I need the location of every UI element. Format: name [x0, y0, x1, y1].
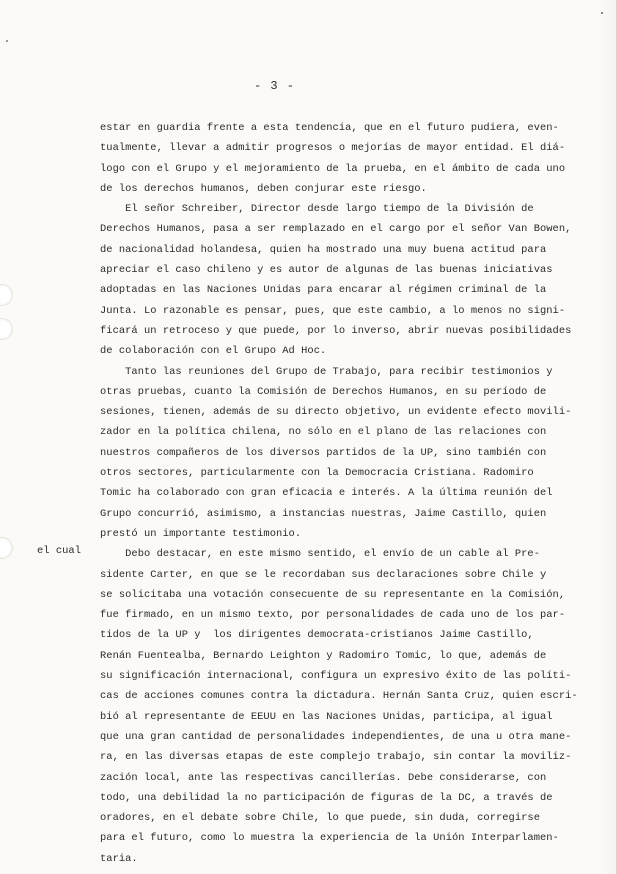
- text-line: otras pruebas, cuanto la Comisión de Derechos Humanos, en su período de: [100, 385, 547, 398]
- text-line: para el futuro, como lo muestra la experiencia de la Unión Interparlamen-: [100, 832, 559, 845]
- text-line: bió al representante de EEUU en las Naciones Unidas, participa, al igual: [100, 710, 553, 723]
- text-line: estar en guardia frente a esta tendencia, que en el futuro pudiera, even-: [100, 122, 559, 134]
- text-line: se solicitaba una votación consecuente de su representante en la Comisión,: [100, 588, 566, 601]
- text-line: sidente Carter, en que se le recordaban sus declaraciones sobre Chile y: [100, 568, 547, 581]
- text-line: Tomic ha colaborado con gran eficacia e interés. A la última reunión del: [100, 487, 553, 500]
- punch-hole: [0, 537, 13, 559]
- body-text: [100, 118, 580, 869]
- page-edge-shadow: [600, 0, 616, 874]
- text-line: fue firmado, en un mismo texto, por personalidades de cada uno de los par-: [100, 609, 566, 622]
- text-line: que una gran cantidad de personalidades independientes, de una u otra mane-: [100, 730, 572, 743]
- text-line: ra, en las diversas etapas de este complejo trabajo, sin contar la moviliz-: [100, 751, 572, 764]
- text-line: taria.: [100, 852, 138, 865]
- text-line: su significación internacional, configura un expresivo éxito de las políti-: [100, 670, 572, 683]
- margin-annotation: el cual: [37, 545, 81, 557]
- text-line: prestó un importante testimonio.: [100, 527, 302, 540]
- text-line: El señor Schreiber, Director desde largo tiempo de la División de: [100, 203, 534, 216]
- text-line: logo con el Grupo y el mejoramiento de la prueba, en el ámbito de cada uno: [100, 162, 566, 175]
- text-line: de nacionalidad holandesa, quien ha mostrado una muy buena actitud para: [100, 243, 547, 256]
- text-line: ficará un retroceso y que puede, por lo inverso, abrir nuevas posibilidades: [100, 324, 572, 337]
- text-line: oradores, en el debate sobre Chile, lo que puede, sin duda, corregirse: [100, 812, 540, 825]
- text-line: Debo destacar, en este mismo sentido, el envío de un cable al Pre-: [100, 548, 540, 561]
- text-line: tualmente, llevar a admitir progresos o mejorías de mayor entidad. El diá-: [100, 142, 566, 155]
- text-line: zación local, ante las respectivas cancillerías. Debe considerarse, con: [100, 771, 547, 784]
- text-line: de colaboración con el Grupo Ad Hoc.: [100, 345, 327, 358]
- text-line: Renán Fuentealba, Bernardo Leighton y Radomiro Tomic, lo que, además de: [100, 649, 547, 662]
- text-line: apreciar el caso chileno y es autor de algunas de las buenas iniciativas: [100, 264, 553, 277]
- text-line: cas de acciones comunes contra la dictadura. Hernán Santa Cruz, quien escri-: [100, 690, 578, 703]
- text-line: adoptadas en las Naciones Unidas para encarar al régimen criminal de la: [100, 284, 547, 297]
- text-line: sesiones, tienen, además de su directo objetivo, un evidente efecto movili-: [100, 406, 572, 419]
- page-mark: [6, 40, 8, 42]
- text-line: Junta. Lo razonable es pensar, pues, que este cambio, a lo menos no signi-: [100, 304, 566, 317]
- text-line: Derechos Humanos, pasa a ser remplazado en el cargo por el señor Van Bowen,: [100, 223, 572, 236]
- page-number: - 3 -: [254, 79, 296, 93]
- text-line: zador en la política chilena, no sólo en el plano de las relaciones con: [100, 426, 547, 439]
- text-line: todo, una debilidad la no participación de figuras de la DC, a través de: [100, 791, 553, 804]
- punch-hole: [0, 284, 13, 306]
- text-line: Grupo concurrió, asimismo, a instancias nuestras, Jaime Castillo, quien: [100, 507, 547, 520]
- page-mark: [601, 12, 603, 14]
- text-line: Tanto las reuniones del Grupo de Trabajo, para recibir testimonios y: [100, 365, 553, 378]
- text-line: nuestros compañeros de los diversos partidos de la UP, sino también con: [100, 446, 547, 459]
- text-line: otros sectores, particularmente con la Democracia Cristiana. Radomiro: [100, 467, 534, 480]
- text-line: de los derechos humanos, deben conjurar este riesgo.: [100, 182, 427, 195]
- text-line: tidos de la UP y los dirigentes democrata-cristianos Jaime Castillo,: [100, 629, 534, 642]
- punch-hole: [0, 318, 13, 340]
